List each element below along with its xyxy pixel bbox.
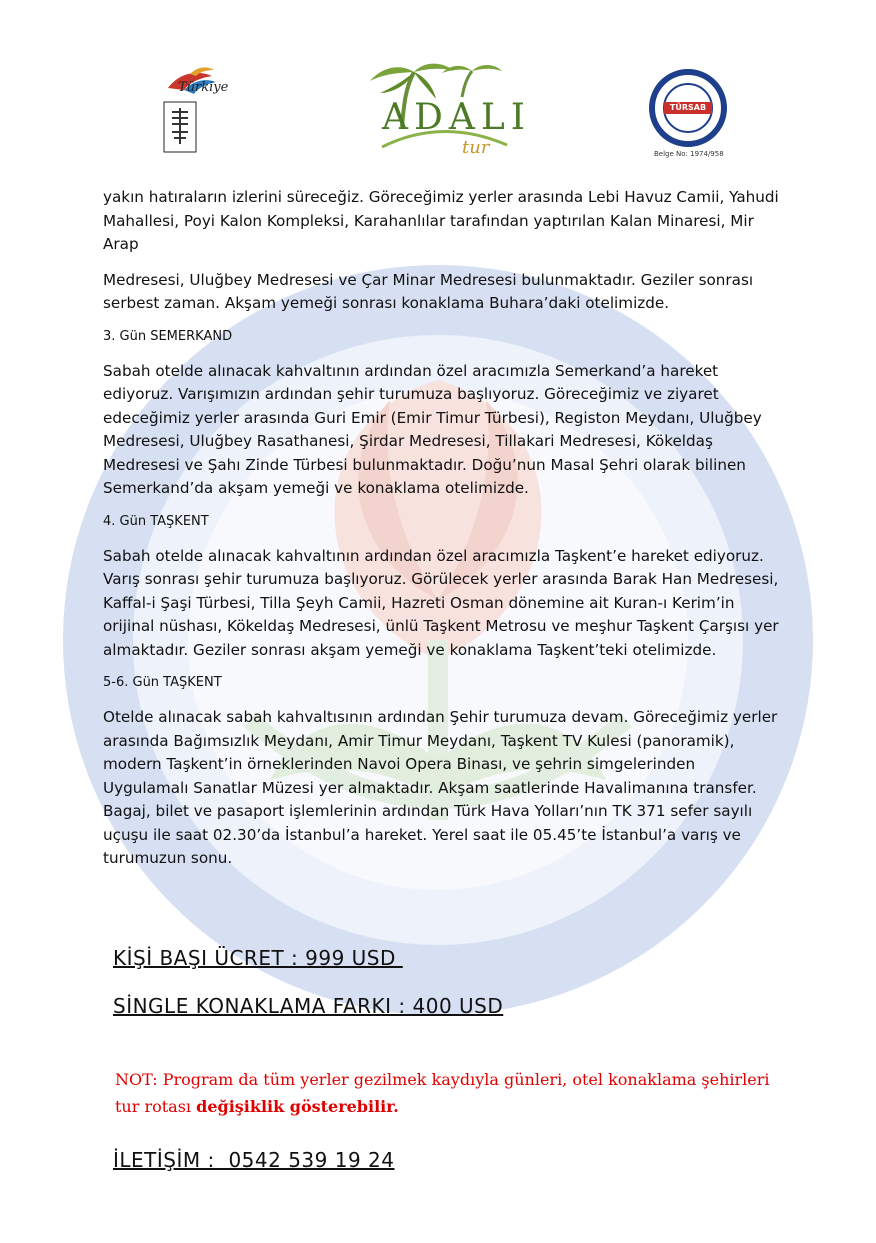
tursab-logo-text: TÜRSAB <box>669 103 707 112</box>
day-5-6-text: Otelde alınacak sabah kahvaltısının ardından Şehir turumuza devam. Göreceğimiz yerler arasında Bağımsızlık Meydanı, Amir Timur Meydanı, Taşkent TV Kulesi (panoramik), modern Taşkent’in örneklerinden Navoi Opera Binası, ve şehrin simgelerinden Uygulamalı Sanatlar Müzesi yer almaktadır. Akşam saatlerinde Havalimanına transfer. Bagaj, bilet ve pasaport işlemlerinin ardından Türk Hava Yolları’nın TK 371 sefer sayılı uçuşu ile saat 02.30’da İstanbul’a hareket. Yerel saat ile 05.45’te İstanbul’a varış ve turumuzun sonu. <box>103 708 778 867</box>
adali-logo-sub-text: tur <box>462 137 490 158</box>
day-3-text: Sabah otelde alınacak kahvaltının ardından özel aracımızla Semerkand’a hareket ediyoruz. Varışımızın ardından şehir turumuza başlıyoruz. Göreceğimiz ve ziyaret edeceğimiz yerler arasında Guri Emir (Emir Timur Türbesi), Registon Meydanı, Uluğbey Medresesi, Uluğbey Rasathanesi, Şirdar Medresesi, Tillakari Medresesi, Kökeldaş Medresesi ve Şahı Zinde Türbesi bulunmaktadır. Doğu’nun Masal Şehri olarak bilinen Semerkand’da akşam yemeği ve konaklama otelimizde. <box>103 361 762 497</box>
tulip-icon <box>150 62 240 162</box>
day-4-text: Sabah otelde alınacak kahvaltının ardından özel aracımızla Taşkent’e hareket ediyoruz. Varış sonrası şehir turumuza başlıyoruz. Görülecek yerler arasında Barak Han Medresesi, Kaffal-i Şaşi Türbesi, Tilla Şeyh Camii, Hazreti Osman dönemine ait Kuran-ı Kerim’in orijinal nüshası, Kökeldaş Medresesi, ünlü Taşkent Metrosu ve meşhur Taşkent Çarşısı yer almaktadır. Geziler sonrası akşam yemeği ve konaklama Taşkent’teki otelimizde. <box>103 546 779 659</box>
turkiye-ministry-logo <box>150 62 240 162</box>
single-room-difference: SİNGLE KONAKLAMA FARKI : 400 USD <box>113 994 504 1018</box>
intro-paragraph: yakın hatıraların izlerini süreceğiz. Göreceğimiz yerler arasında Lebi Havuz Camii, Yahudi Mahallesi, Poyi Kalon Kompleksi, Karahanlılar tarafından yaptırılan Kalan Minaresi, Mir Arap <box>103 188 779 253</box>
day-3-heading: 3. Gün SEMERKAND <box>103 328 233 344</box>
note-text <box>115 1066 775 1120</box>
turkiye-logo-text: Türkiye <box>178 80 229 95</box>
note-text-normal: NOT: Program da tüm yerler gezilmek kaydıyla günleri, otel konaklama şehirleri tur rotası <box>115 1070 770 1116</box>
tursab-logo <box>648 68 738 160</box>
itinerary-content <box>103 186 783 883</box>
adali-logo-main-text: ADALI <box>382 97 531 138</box>
contact-phone: İLETİŞİM : 0542 539 19 24 <box>113 1148 395 1172</box>
day-5-6-heading: 5-6. Gün TAŞKENT <box>103 675 222 690</box>
note-text-bold: değişiklik gösterebilir. <box>196 1097 399 1116</box>
license-number: Belge No: 1974/958 <box>654 150 724 158</box>
adali-tur-logo <box>362 57 531 165</box>
header-logos <box>0 0 876 170</box>
intro-paragraph-2: Medresesi, Uluğbey Medresesi ve Çar Minar Medresesi bulunmaktadır. Geziler sonrası serbest zaman. Akşam yemeği sonrası konaklama Buhara’daki otelimizde. <box>103 270 754 312</box>
day-4-heading: 4. Gün TAŞKENT <box>103 513 209 529</box>
price-per-person: KİŞİ BAŞI ÜCRET : 999 USD <box>113 946 403 970</box>
